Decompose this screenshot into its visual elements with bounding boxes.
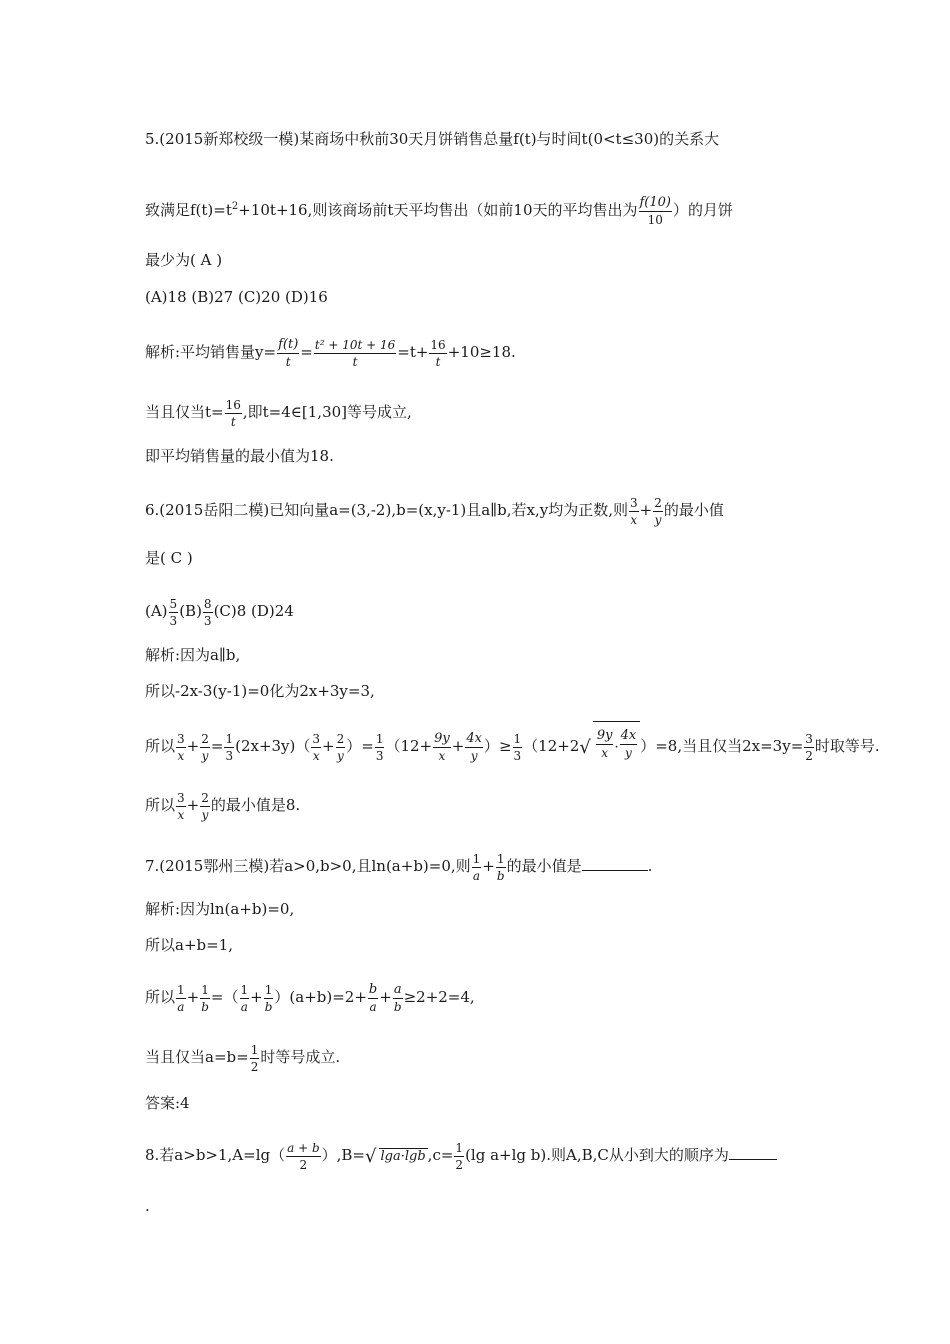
q6-solution-1: 解析:因为a∥b, [145,646,241,664]
q7-solution-3: 所以 $\frac{1}{a}$ + $\frac{1}{b}$ =（ $\frac{1}{a}$ + $\frac{1}{b}$ ）(a+b)=2+ $\frac{b}{a}$ + $\frac{a}{b}$ ≥2+2=4, [145,982,475,1014]
q6-solution-4: 所以 $\frac{3}{x}$ + $\frac{2}{y}$ 的最小值是8. [145,791,301,822]
q6-solution-2: 所以-2x-3(y-1)=0化为2x+3y=3, [145,682,375,700]
q5-line1: 5.(2015新郑校级一模)某商场中秋前30天月饼销售总量f(t)与时间t(0<t≤30)的关系大 [145,130,720,148]
q5-line3: 最少为( A ) [145,251,223,269]
fraction-f10-over-10: $\frac{f(10)}{10}$ [639,195,671,227]
q8-line1: 8.若a>b>1,A=lg（ $\frac{a + b}{2}$ ）,B=√ lga·lgb ,c= $\frac{1}{2}$ (lg a+lg b).则A,B,C从小到大的顺序为 [145,1131,777,1165]
q5-solution-1: 解析:平均销售量y= $\frac{f(t)}{t}$ = $\frac{\text{t² + 10t + 16}}{t}$ =t+ $\frac{16}{t}$ +10≥18. [145,337,516,369]
answer-blank [729,1145,777,1160]
q5-line2: 致满足$f(t)=t^2+10t+16$,则该商场前t天平均售出（如前10天的平均售出为 $\frac{f(10)}{10}$ ）的月饼 [145,195,734,227]
q6-solution-3: 所以 $\frac{3}{x}$ + $\frac{2}{y}$ = $\frac{1}{3}$ (2x+3y)（ $\frac{3}{x}$ + $\frac{2}{y}$ ）= $\frac{1}{3}$ （12+ $\frac{9y}{x}$ + $\frac{4x}{y}$ ）≥ $\frac{1}{3}$ （12+2√ $\frac{9y}{x}$ · $\frac{4x}{y}$ ）=8,当且仅当2x=3y= $\frac{3}{2}$ 时取等号. [145,721,880,756]
q6-line1: 6.(2015岳阳二模)已知向量a=(3,-2),b=(x,y-1)且a∥b,若x,y均为正数,则 $\frac{3}{x}$ + $\frac{2}{y}$ 的最小值 [145,496,724,527]
q5-solution-2: 当且仅当t= $\frac{16}{t}$ ,即t=4∈[1,30]等号成立, [145,398,412,429]
q5-solution-3: 即平均销售量的最小值为18. [145,447,334,465]
q6-line2: 是( C ) [145,549,193,567]
q7-solution-1: 解析:因为ln(a+b)=0, [145,900,295,918]
q7-solution-4: 当且仅当a=b= $\frac{1}{2}$ 时等号成立. [145,1043,341,1074]
q8-line2: . [145,1197,150,1215]
q7-solution-2: 所以a+b=1, [145,936,233,954]
q7-line1: 7.(2015鄂州三模)若a>0,b>0,且ln(a+b)=0,则 $\frac{1}{a}$ + $\frac{1}{b}$ 的最小值是 . [145,852,653,883]
q5-options: (A)18 (B)27 (C)20 (D)16 [145,288,328,306]
q7-answer: 答案:4 [145,1094,190,1112]
q6-options: (A) $\frac{5}{3}$ (B) $\frac{8}{3}$ (C)8 (D)24 [145,597,294,628]
answer-blank [582,856,648,871]
